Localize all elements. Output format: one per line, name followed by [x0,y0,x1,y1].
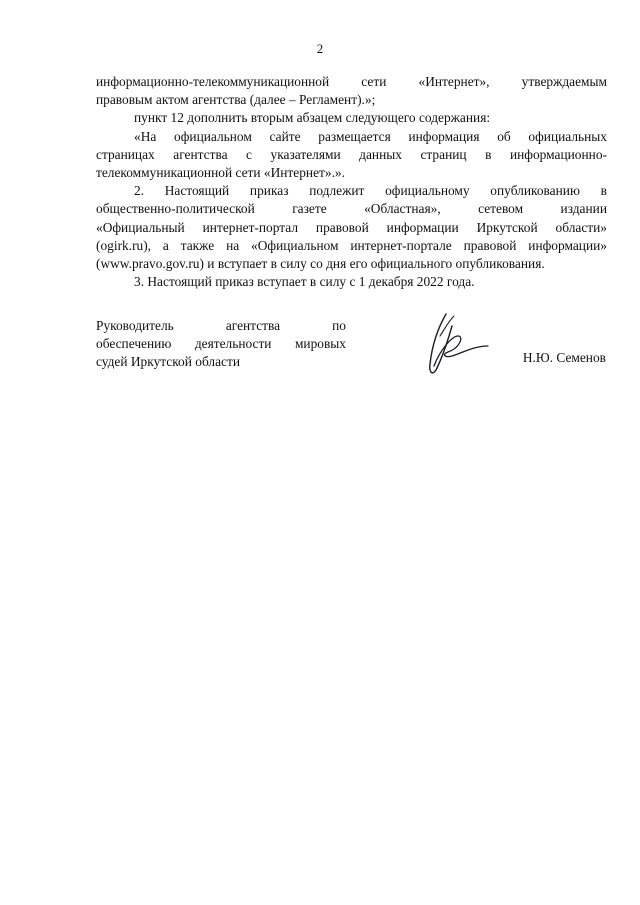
text-line: телекоммуникационной сети «Интернет».». [96,165,345,181]
text-line: 3. Настоящий приказ вступает в силу с 1 декабря 2022 года. [134,274,475,290]
handwritten-signature [418,306,498,386]
text-line: 2. Настоящий приказ подлежит официальному опубликованию в [134,183,607,199]
text-line: пункт 12 дополнить вторым абзацем следующего содержания: [134,110,491,126]
text-line: «Официальный интернет-портал правовой информации Иркутской области» [96,219,607,235]
text-line: информационно-телекоммуникационной сети «Интернет», утверждаемым [96,74,607,89]
text-line: «На официальном сайте размещается информация об официальных [134,128,607,144]
page-number: 2 [316,41,324,56]
text-line: правовым актом агентства (далее – Регламент).»; [96,92,376,108]
text-line: (ogirk.ru), а также на «Официальном интернет-портале правовой информации» [96,237,607,253]
text-line: (www.pravo.gov.ru) и вступает в силу со дня его официального опубликования. [96,256,545,272]
position-line: Руководитель агентства по [96,318,346,333]
position-line: судей Иркутской области [96,354,241,370]
body-text [96,73,607,291]
text-line: общественно-политической газете «Областная», сетевом издании [96,201,607,217]
text-line: страницах агентства с указателями данных страниц в информационно- [96,146,607,162]
position-line: обеспечению деятельности мировых [96,336,346,352]
signer-position [96,317,346,372]
signer-name: Н.Ю. Семенов [522,350,606,365]
